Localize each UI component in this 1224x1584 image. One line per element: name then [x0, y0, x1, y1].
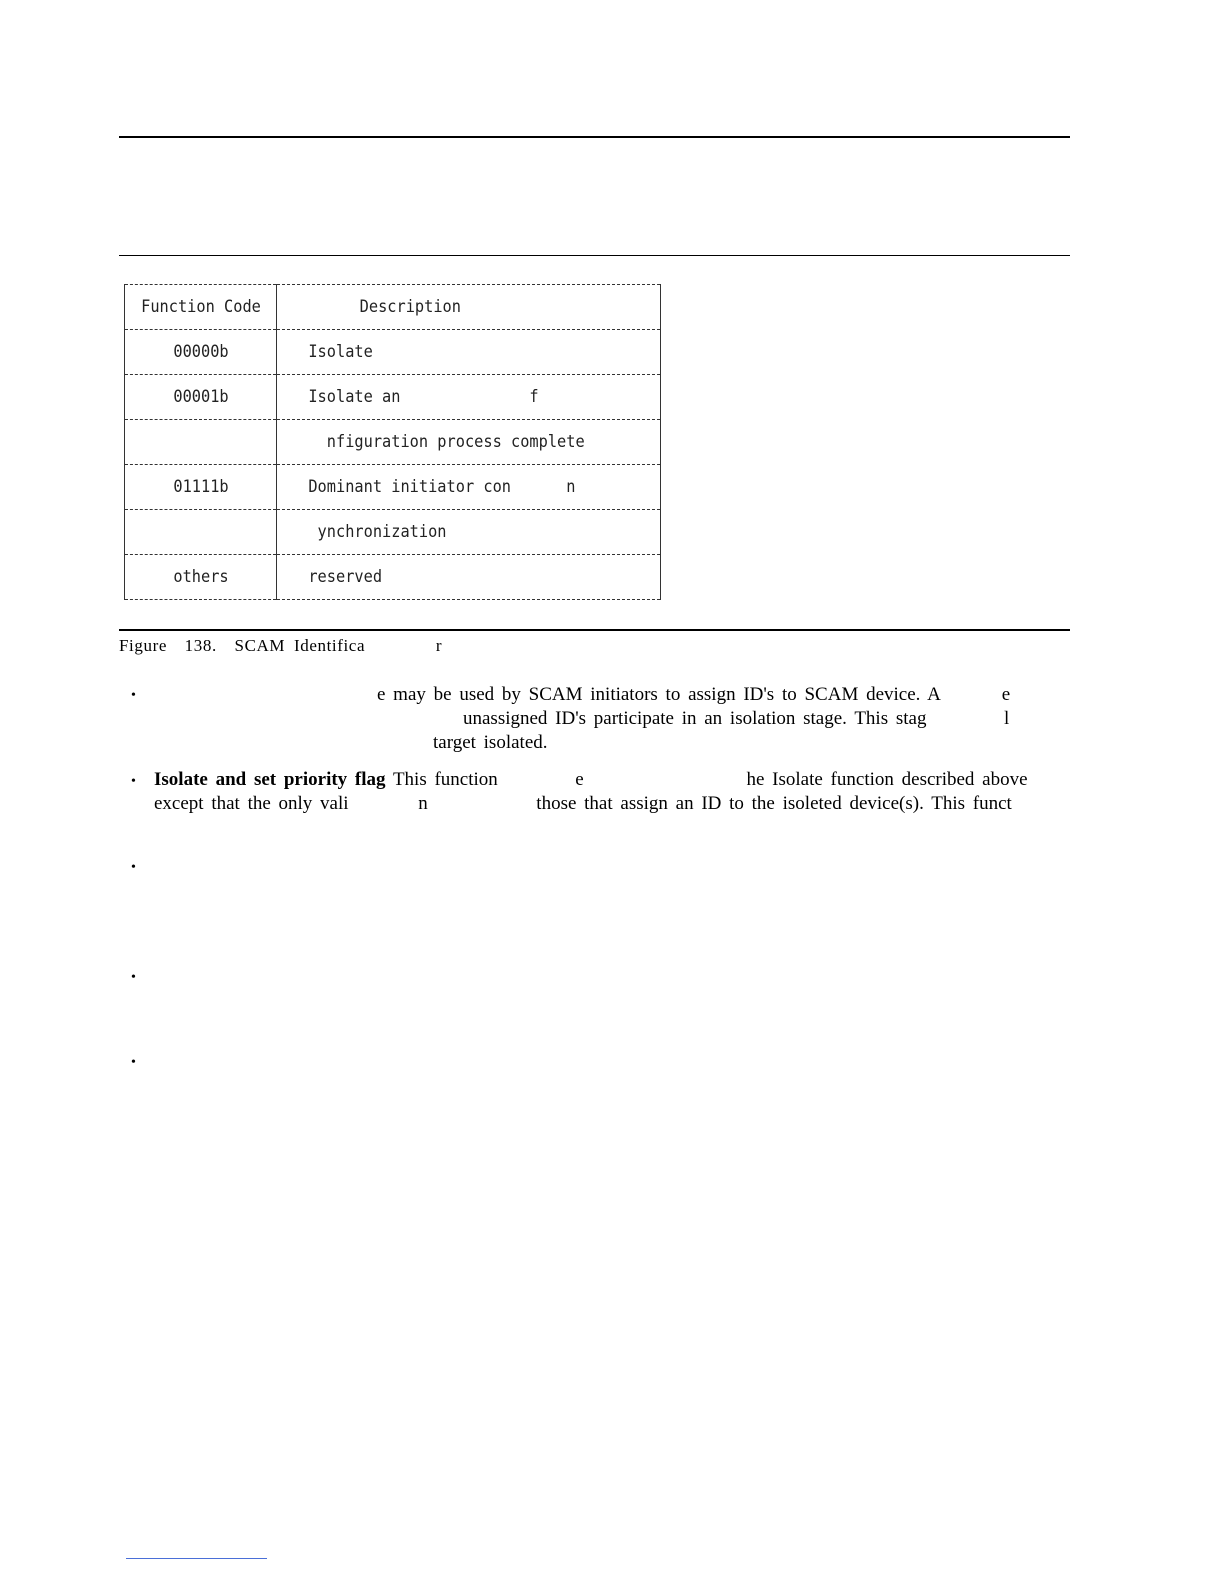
figure-caption: Figure 138. SCAM Identifica r: [119, 636, 443, 655]
bullet-1-line-2: unassigned ID's participate in an isolation stage. This stag l: [463, 708, 1010, 729]
top-rule: [119, 136, 1070, 138]
bullet-1-line-3: target isolated.: [433, 732, 548, 753]
table-header-row: [125, 285, 661, 330]
bullet-2-term: Isolate and set priority flag: [154, 769, 386, 790]
table-row: [125, 330, 661, 375]
table-row: [125, 420, 661, 465]
table-cell-description: Dominant initiator con n: [296, 465, 642, 510]
bullet-2-line-1: [154, 769, 1028, 791]
table-cell-description: Isolate: [296, 330, 642, 375]
table-cell-code: [132, 510, 269, 555]
bullet-2-line-1-text: This function e he Isolate function described above: [385, 769, 1028, 790]
table-cell-description: Isolate an f: [296, 375, 642, 420]
table-cell-code: 00000b: [132, 330, 269, 375]
bullet-2-line-2: except that the only vali n those that assign an ID to the isoleted device(s). This funct: [154, 793, 1012, 814]
table-cell-code: others: [132, 555, 269, 600]
table-row: [125, 375, 661, 420]
table-cell-code: [132, 420, 269, 465]
bullet-marker: •: [131, 774, 136, 789]
table-row: [125, 555, 661, 600]
table-header-code: Function Code: [132, 285, 269, 330]
bullet-marker: •: [131, 970, 136, 985]
bullet-marker: •: [131, 860, 136, 875]
table-cell-description: reserved: [296, 555, 642, 600]
function-code-table: [124, 284, 661, 600]
table-cell-code: 01111b: [132, 465, 269, 510]
footnote-separator: [126, 1558, 267, 1559]
table-row: [125, 465, 661, 510]
table-cell-code: 00001b: [132, 375, 269, 420]
bullet-marker: •: [131, 688, 136, 703]
bullet-1-line-1: e may be used by SCAM initiators to assign ID's to SCAM device. A e: [377, 684, 1011, 705]
bullet-marker: •: [131, 1055, 136, 1070]
header-bottom-rule: [119, 255, 1070, 256]
table-row: [125, 510, 661, 555]
table-header-description: Description: [296, 285, 642, 330]
figure-bottom-rule: [119, 629, 1070, 631]
table-cell-description: ynchronization: [296, 510, 642, 555]
table-cell-description: nfiguration process complete: [296, 420, 642, 465]
